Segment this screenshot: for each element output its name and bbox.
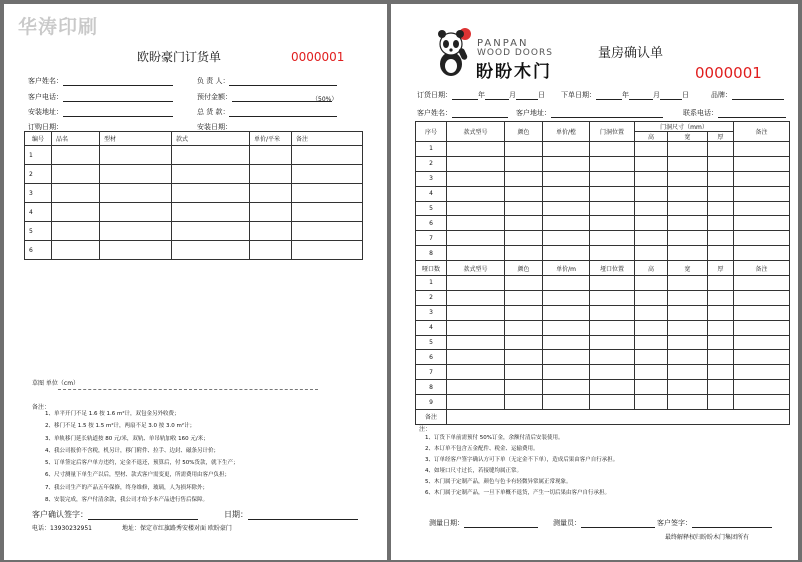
note-item: 8、安装完成，客户付清余款，我公司才给予本产品进行售后保障。 (45, 497, 209, 504)
deposit-field[interactable]: 预付金额： （50%） (197, 93, 338, 103)
col-header: 备注 (734, 122, 790, 142)
table-row[interactable] (416, 290, 790, 305)
table-row[interactable] (416, 171, 790, 186)
col-header: 型材 (100, 132, 172, 146)
measure-date-field[interactable]: 测量日期： (429, 518, 538, 528)
address-line: 地址：保定市红旗路秀安楼对面 欧盼豪门 (122, 525, 232, 532)
table-header-row (25, 132, 363, 146)
table-row[interactable] (416, 395, 790, 410)
col-header: 宽 (668, 261, 708, 276)
row-number: 5 (416, 335, 447, 350)
row-number: 2 (416, 156, 447, 171)
col-header: 颜色 (505, 122, 543, 142)
row-number: 4 (416, 186, 447, 201)
customer-address-field[interactable]: 客户地址： (516, 108, 663, 118)
col-header: 单价/樘 (543, 122, 590, 142)
measurer-field[interactable]: 测量员： (553, 518, 655, 528)
row-number: 3 (416, 171, 447, 186)
table-row[interactable] (416, 201, 790, 216)
table-row[interactable] (25, 165, 363, 184)
row-number: 2 (25, 165, 52, 184)
col-header: 备注 (292, 132, 363, 146)
watermark: 华涛印刷 (18, 16, 99, 38)
logo-en-line1: PANPAN (477, 38, 529, 49)
sketch-label: 草图 单位（cm） (32, 380, 80, 387)
table-row[interactable] (25, 203, 363, 222)
customer-name-field[interactable]: 客户姓名： (417, 108, 508, 118)
install-address-field[interactable]: 安装地址： (28, 107, 173, 117)
col-header: 厚 (708, 261, 734, 276)
customer-name-field[interactable]: 客户姓名： (28, 76, 173, 86)
row-number: 6 (416, 350, 447, 365)
order-date-field[interactable]: 订货日期： 年 月 日 (417, 91, 545, 99)
table-row[interactable] (416, 365, 790, 380)
table-row[interactable] (25, 184, 363, 203)
col-header: 颜色 (505, 261, 543, 276)
serial-number: 0000001 (291, 50, 345, 64)
panda-logo-icon (435, 26, 475, 80)
table-row[interactable] (416, 320, 790, 335)
row-number: 5 (416, 201, 447, 216)
table-row[interactable] (416, 186, 790, 201)
note-item: 5、木门属于定制产品，颜色与色卡有轻微异常属正常现象。 (425, 479, 572, 485)
row-number: 6 (416, 216, 447, 231)
row-number: 9 (416, 395, 447, 410)
col-header: 编号 (25, 132, 52, 146)
col-subheader: 宽 (668, 132, 708, 142)
table-row[interactable] (25, 241, 363, 260)
row-number: 1 (416, 276, 447, 291)
table-row[interactable] (416, 276, 790, 291)
row-number: 7 (416, 365, 447, 380)
col-subheader: 厚 (708, 132, 734, 142)
customer-phone-field[interactable]: 客户电话： (28, 92, 173, 102)
order-form-sheet (4, 4, 387, 560)
table-row[interactable] (416, 231, 790, 246)
table-header-row (416, 122, 790, 132)
brand-field[interactable]: 品牌： (711, 90, 784, 100)
col-subheader: 高 (635, 132, 668, 142)
col-header: 高 (635, 261, 668, 276)
col-header: 垭口位置 (590, 261, 635, 276)
note-item: 3、单轨移门延长轨道按 80 元/米，双轨、单吊轨加收 160 元/米； (45, 435, 209, 442)
customer-signature-field[interactable]: 客户签字： (657, 518, 772, 528)
table-row[interactable] (25, 222, 363, 241)
col-header: 门洞位置 (590, 122, 635, 142)
row-number: 3 (25, 184, 52, 203)
table-row[interactable] (416, 335, 790, 350)
col-header: 哑口数 (416, 261, 447, 276)
order-items-table (24, 131, 363, 260)
col-header: 备注 (734, 261, 790, 276)
measurement-table (415, 121, 790, 425)
note-item: 1、单平开门不足 1.6 按 1.6 m²计，双包金另外收费； (45, 411, 180, 417)
notes-label: 备注： (32, 404, 51, 411)
logo-cn: 盼盼木门 (476, 62, 552, 82)
row-number: 6 (25, 241, 52, 260)
col-header: 品名 (52, 132, 100, 146)
note-item: 3、订单经客户签字确认方可下单（无定金不下单），造成后果由客户自行承担。 (425, 457, 619, 463)
next-order-date-field[interactable]: 下单日期： 年 月 日 (561, 91, 689, 99)
row-number: 8 (416, 380, 447, 395)
remarks-row[interactable] (416, 410, 790, 425)
phone-line: 电话：13930232951 (32, 525, 92, 532)
row-number: 1 (416, 142, 447, 157)
note-item: 6、木门属于定制产品，一旦下单概不退货，产生一切后果由客户自行承担。 (425, 490, 611, 496)
table-row[interactable] (416, 380, 790, 395)
note-item: 2、本订单不包含五金配件、税金、运输费用。 (425, 446, 539, 452)
notes-list (425, 433, 618, 499)
row-number: 4 (25, 203, 52, 222)
row-number: 5 (25, 222, 52, 241)
row-number: 2 (416, 290, 447, 305)
col-header: 款式型号 (447, 122, 505, 142)
form-title: 量房确认单 (598, 46, 664, 61)
sketch-divider (58, 389, 318, 390)
measurement-form-sheet (391, 4, 798, 560)
install-date-field[interactable]: 安装日期： (197, 122, 340, 132)
remarks-label: 备注 (416, 410, 447, 425)
logo-en-line2: WOOD DOORS (477, 48, 553, 58)
order-date-field[interactable]: 订购日期： (28, 122, 173, 132)
table-row[interactable] (416, 216, 790, 231)
row-number: 7 (416, 231, 447, 246)
note-item: 2、移门不足 1.5 按 1.5 m²计，两扇不足 3.0 按 3.0 m²计； (45, 423, 196, 430)
table-row[interactable] (416, 142, 790, 157)
table-row[interactable] (416, 156, 790, 171)
signature-date-field[interactable]: 日期： (224, 509, 358, 520)
row-number: 3 (416, 305, 447, 320)
manager-field[interactable]: 负 责 人： (197, 76, 337, 86)
customer-signature-field[interactable]: 客户确认签字： (32, 509, 198, 520)
table-header-row (416, 261, 790, 276)
col-header: 款式 (172, 132, 250, 146)
table-row[interactable] (416, 305, 790, 320)
total-price-field[interactable]: 总 货 款： (197, 107, 337, 117)
deposit-percent: （50%） (312, 96, 338, 103)
note-item: 6、尺寸测量下单生产以后，型材、款式客户需变更，所需费用由客户负担； (45, 472, 231, 479)
note-item: 4、我公司报价不含税，机另计，移门附件、拉手、边封、磁条另计价； (45, 447, 220, 454)
form-title: 欧盼豪门订货单 (137, 50, 222, 64)
row-number: 4 (416, 320, 447, 335)
table-row[interactable] (416, 246, 790, 261)
col-header: 单价/m (543, 261, 590, 276)
contact-phone-field[interactable]: 联系电话： (683, 108, 786, 118)
row-number: 8 (416, 246, 447, 261)
col-header: 序号 (416, 122, 447, 142)
col-header: 门洞尺寸（mm） (635, 122, 734, 132)
table-row[interactable] (25, 146, 363, 165)
serial-number: 0000001 (695, 64, 762, 82)
note-item: 1、订货下单前需预付 50%订金，余额付清后安装使用。 (425, 435, 564, 441)
footer-disclaimer: 最终解释权归盼盼木门集团所有 (665, 534, 750, 541)
note-item: 7、我公司生产的产品五年保修，终身维修，玻璃，人为损坏除外； (45, 484, 209, 491)
table-row[interactable] (416, 350, 790, 365)
col-header: 款式型号 (447, 261, 505, 276)
notes-label: 注： (419, 426, 432, 433)
row-number: 1 (25, 146, 52, 165)
col-header: 单价/平米 (250, 132, 292, 146)
notes-list (45, 408, 238, 506)
note-item: 4、如垭口尺寸过长，若接缝均属正常。 (425, 468, 523, 474)
note-item: 5、订单签定后客户单方违约，定金不退还，预算后，付 50%货款，就下生产； (45, 460, 239, 467)
